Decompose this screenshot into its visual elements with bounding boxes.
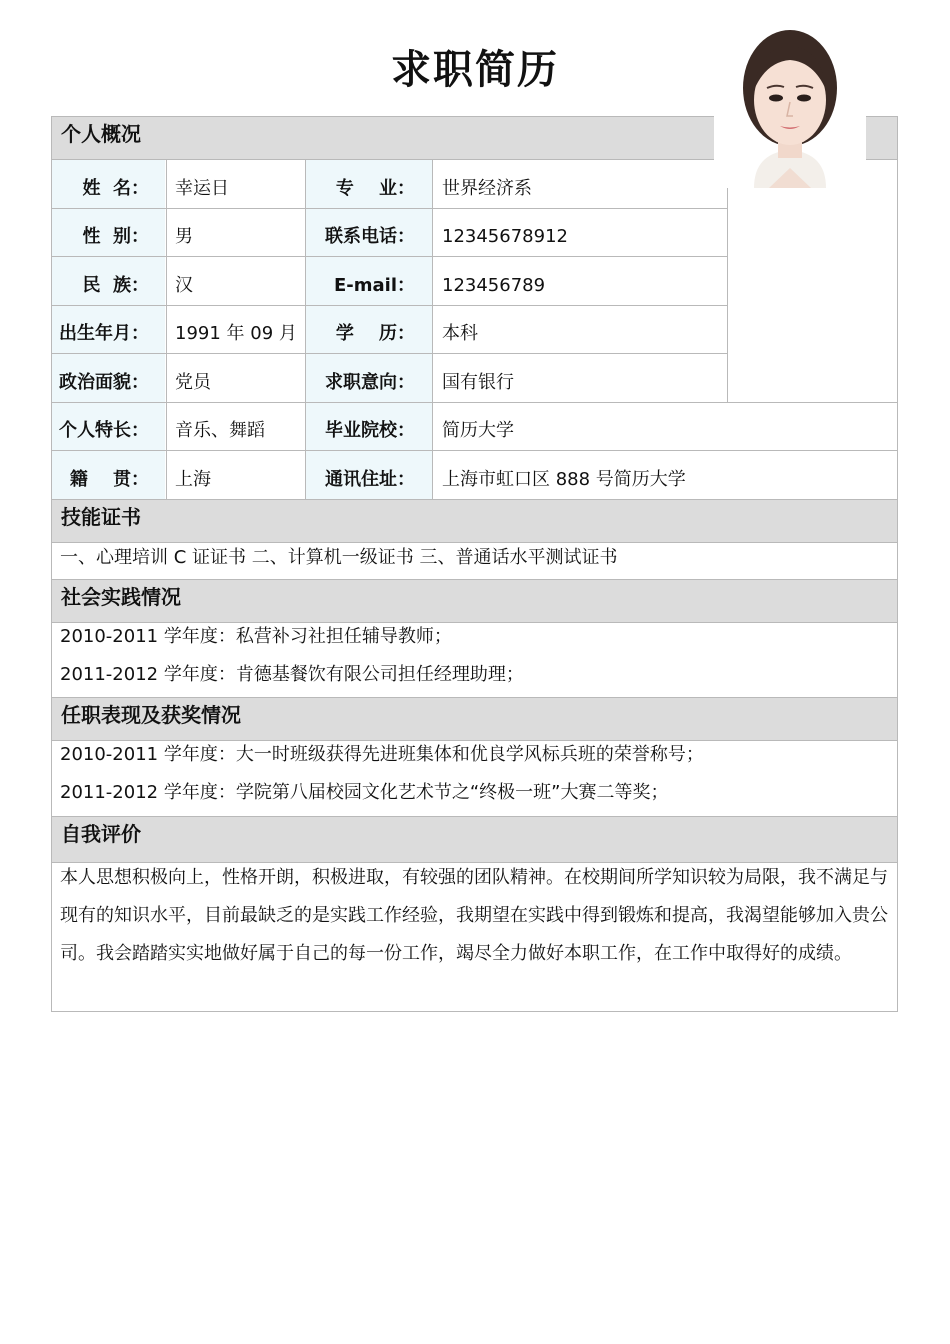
skills-text: 一、心理培训 C 证证书 二、计算机一级证书 三、普通话水平测试证书 xyxy=(60,547,618,568)
label-education: 学 历： xyxy=(335,323,415,344)
value-name: 幸运日 xyxy=(175,178,229,199)
section-header-practice xyxy=(51,579,898,623)
value-job-intent: 国有银行 xyxy=(442,372,514,393)
label-specialty: 个人特长： xyxy=(59,420,149,441)
value-address: 上海市虹口区 888 号简历大学 xyxy=(442,469,686,490)
value-specialty: 音乐、舞蹈 xyxy=(175,420,265,441)
label-gender: 性 别： xyxy=(82,226,149,247)
value-school: 简历大学 xyxy=(442,420,514,441)
section-title-profile: 个人概况 xyxy=(61,122,141,146)
value-education: 本科 xyxy=(442,323,478,344)
label-political: 政治面貌： xyxy=(59,372,149,393)
section-title-self: 自我评价 xyxy=(61,822,141,846)
column-divider xyxy=(432,160,433,499)
value-major: 世界经济系 xyxy=(442,178,532,199)
section-title-skills: 技能证书 xyxy=(61,505,141,529)
section-title-practice: 社会实践情况 xyxy=(61,585,181,609)
value-political: 党员 xyxy=(175,372,211,393)
practice-line: 2011-2012 学年度：肯德基餐饮有限公司担任经理助理； xyxy=(60,664,524,685)
page-title: 求职简历 xyxy=(391,47,559,93)
value-birth: 1991 年 09 月 xyxy=(175,323,297,344)
label-hometown: 籍 贯： xyxy=(69,469,149,490)
label-birth: 出生年月： xyxy=(59,323,149,344)
profile-photo xyxy=(714,18,866,188)
value-gender: 男 xyxy=(175,226,193,247)
label-phone: 联系电话： xyxy=(325,226,415,247)
label-major: 专 业： xyxy=(335,178,415,199)
section-header-self xyxy=(51,816,898,863)
label-school: 毕业院校： xyxy=(325,420,415,441)
column-divider xyxy=(727,188,728,402)
label-ethnicity: 民 族： xyxy=(82,275,149,296)
award-line: 2010-2011 学年度：大一时班级获得先进班集体和优良学风标兵班的荣誉称号； xyxy=(60,744,704,765)
label-email: E-mail： xyxy=(333,275,415,296)
value-ethnicity: 汉 xyxy=(175,275,193,296)
section-header-awards xyxy=(51,697,898,741)
column-divider xyxy=(166,160,167,499)
label-job-intent: 求职意向： xyxy=(325,372,415,393)
label-address: 通讯住址： xyxy=(325,469,415,490)
award-line: 2011-2012 学年度：学院第八届校园文化艺术节之“终极一班”大赛二等奖； xyxy=(60,782,669,803)
self-evaluation-text: 本人思想积极向上，性格开朗，积极进取，有较强的团队精神。在校期间所学知识较为局限，我不满足与现有的知识水平，目前最缺乏的是实践工作经验，我期望在实践中得到锻炼和提高，我渴望能够加入贵公司。我会踏踏实实地做好属于自己的每一份工作，竭尽全力做好本职工作，在工作中取得好的成绩。 xyxy=(60,867,888,964)
section-header-skills xyxy=(51,499,898,543)
value-email: 123456789 xyxy=(442,275,546,296)
value-phone: 12345678912 xyxy=(442,226,568,247)
label-name: 姓 名： xyxy=(82,178,149,199)
practice-line: 2010-2011 学年度：私营补习社担任辅导教师； xyxy=(60,626,452,647)
section-title-awards: 任职表现及获奖情况 xyxy=(61,703,241,727)
value-hometown: 上海 xyxy=(175,469,211,490)
portrait-image xyxy=(714,18,866,188)
